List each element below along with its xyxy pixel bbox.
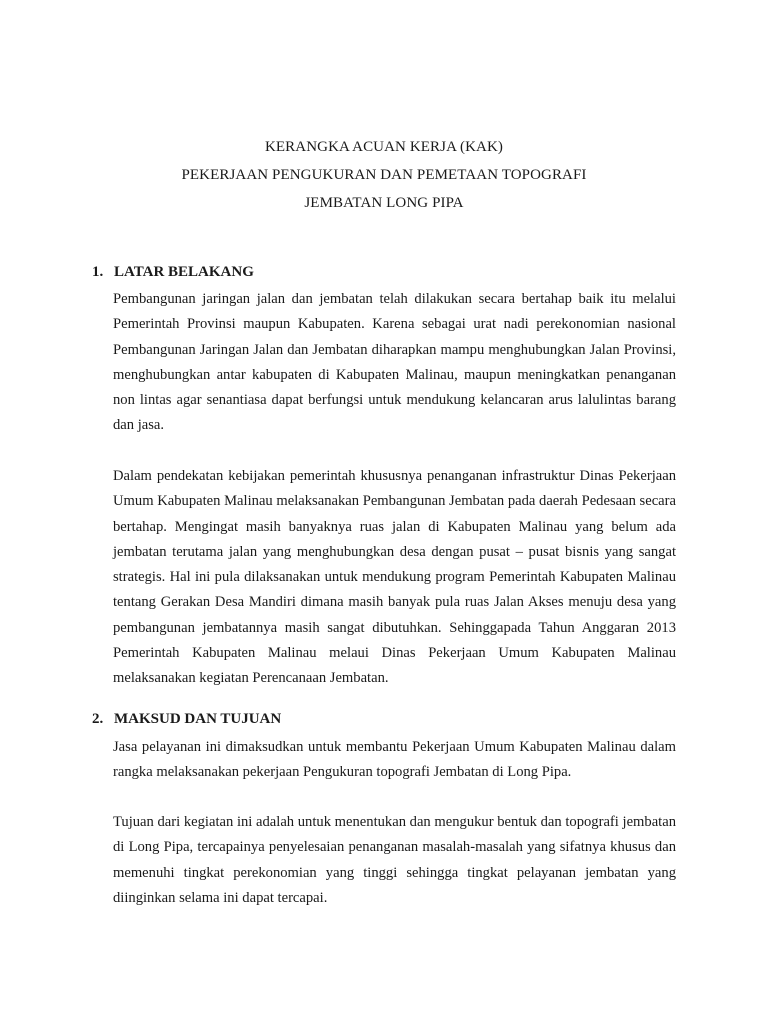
section-heading-maksud-dan-tujuan	[92, 709, 281, 729]
paragraph-latar-belakang-2: Dalam pendekatan kebijakan pemerintah khususnya penanganan infrastruktur Dinas Pekerjaan Umum Kabupaten Malinau melaksanakan Pembangunan Jembatan pada daerah Pedesaan secara bertahap. Mengingat masih banyaknya ruas jalan di Kabupaten Malinau yang belum ada jembatan terutama jalan yang menghubungkan desa dengan pusat – pusat bisnis yang sangat strategis. Hal ini pula dilaksanakan untuk mendukung program Pemerintah Kabupaten Malinau tentang Gerakan Desa Mandiri dimana masih banyak pula ruas Jalan Akses menuju desa yang pembangunan jembatannya masih sangat dibutuhkan. Sehinggapada Tahun Anggaran 2013 Pemerintah Kabupaten Malinau melaui Dinas Pekerjaan Umum Kabupaten Malinau melaksanakan kegiatan Perencanaan Jembatan.	[113, 468, 676, 687]
document-title-line-2: PEKERJAAN PENGUKURAN DAN PEMETAAN TOPOGRAFI	[181, 167, 587, 183]
section-number: 1.	[92, 264, 104, 280]
section-number: 2.	[92, 711, 104, 727]
section-heading-latar-belakang	[92, 262, 254, 282]
paragraph-maksud-dan-tujuan-2: Tujuan dari kegiatan ini adalah untuk menentukan dan mengukur bentuk dan topografi jembatan di Long Pipa, tercapainya penyelesaian penanganan masalah-masalah yang sifatnya khusus dan memenuhi tingkat perekonomian yang tinggi sehingga tingkat pelayanan jembatan yang diinginkan selama ini dapat tercapai.	[113, 814, 676, 906]
section-title: MAKSUD DAN TUJUAN	[114, 711, 282, 727]
section-title: LATAR BELAKANG	[114, 264, 254, 280]
document-title-line-1: KERANGKA ACUAN KERJA (KAK)	[264, 139, 504, 155]
document-title-block	[0, 133, 768, 217]
paragraph-latar-belakang-1: Pembangunan jaringan jalan dan jembatan telah dilakukan secara bertahap baik itu melalui Pemerintah Provinsi maupun Kabupaten. Karena sebagai urat nadi perekonomian nasional Pembangunan Jaringan Jalan dan Jembatan diharapkan mampu menghubungkan Jalan Provinsi, menghubungkan antar kabupaten di Kabupaten Malinau, maupun meningkatkan penanganan non lintas agar senantiasa dapat berfungsi untuk mendukung kelancaran arus lalulintas barang dan jasa.	[113, 291, 676, 434]
paragraph-maksud-dan-tujuan-1: Jasa pelayanan ini dimaksudkan untuk membantu Pekerjaan Umum Kabupaten Malinau dalam rangka melaksanakan pekerjaan Pengukuran topografi Jembatan di Long Pipa.	[113, 739, 676, 781]
document-title-line-3: JEMBATAN LONG PIPA	[304, 195, 464, 211]
